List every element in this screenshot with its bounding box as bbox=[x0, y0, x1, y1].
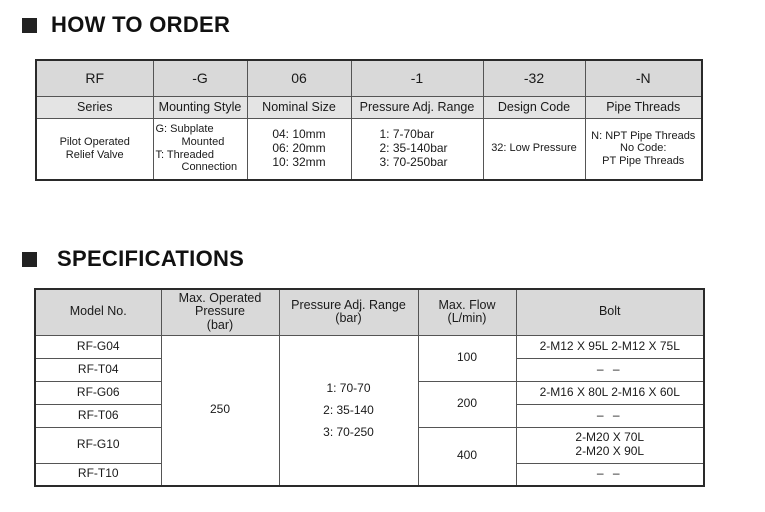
header-model: Model No. bbox=[35, 289, 161, 335]
code-range: -1 bbox=[351, 60, 483, 96]
range-options: 1: 7-70bar 2: 35-140bar 3: 70-250bar bbox=[351, 118, 483, 180]
bolt-cell: – – bbox=[516, 463, 704, 486]
pressure-range-values: 1: 70-70 2: 35-140 3: 70-250 bbox=[279, 335, 418, 486]
header-range: Pressure Adj. Range bbox=[351, 96, 483, 118]
size-options: 04: 10mm 06: 20mm 10: 32mm bbox=[247, 118, 351, 180]
code-mounting: -G bbox=[153, 60, 247, 96]
design-code-option: 32: Low Pressure bbox=[483, 118, 585, 180]
max-pressure-value: 250 bbox=[161, 335, 279, 486]
header-max-flow: Max. Flow (L/min) bbox=[418, 289, 516, 335]
specifications-table bbox=[34, 288, 705, 487]
code-design: -32 bbox=[483, 60, 585, 96]
bolt-cell: – – bbox=[516, 358, 704, 381]
order-header-row bbox=[36, 96, 702, 118]
header-design: Design Code bbox=[483, 96, 585, 118]
bolt-cell: 2-M20 X 70L 2-M20 X 90L bbox=[516, 427, 704, 463]
header-mounting: Mounting Style bbox=[153, 96, 247, 118]
model-cell: RF-T06 bbox=[35, 404, 161, 427]
table-row bbox=[35, 335, 704, 358]
header-pressure-range: Pressure Adj. Range (bar) bbox=[279, 289, 418, 335]
order-description-row bbox=[36, 118, 702, 180]
spec-header-row bbox=[35, 289, 704, 335]
model-cell: RF-T10 bbox=[35, 463, 161, 486]
how-to-order-title: HOW TO ORDER bbox=[51, 12, 231, 37]
series-description: Pilot Operated Relief Valve bbox=[36, 118, 153, 180]
model-cell: RF-G06 bbox=[35, 381, 161, 404]
model-cell: RF-G04 bbox=[35, 335, 161, 358]
header-series: Series bbox=[36, 96, 153, 118]
code-series: RF bbox=[36, 60, 153, 96]
section-square-icon bbox=[22, 18, 37, 33]
model-cell: RF-G10 bbox=[35, 427, 161, 463]
bolt-cell: 2-M12 X 95L 2-M12 X 75L bbox=[516, 335, 704, 358]
bolt-cell: 2-M16 X 80L 2-M16 X 60L bbox=[516, 381, 704, 404]
code-threads: -N bbox=[585, 60, 702, 96]
how-to-order-heading bbox=[22, 12, 230, 38]
specifications-heading bbox=[22, 246, 244, 272]
header-size: Nominal Size bbox=[247, 96, 351, 118]
flow-value: 200 bbox=[418, 381, 516, 427]
header-threads: Pipe Threads bbox=[585, 96, 702, 118]
code-size: 06 bbox=[247, 60, 351, 96]
model-cell: RF-T04 bbox=[35, 358, 161, 381]
flow-value: 400 bbox=[418, 427, 516, 486]
section-square-icon bbox=[22, 252, 37, 267]
bolt-cell: – – bbox=[516, 404, 704, 427]
thread-options: N: NPT Pipe Threads No Code: PT Pipe Threads bbox=[585, 118, 702, 180]
header-max-pressure: Max. Operated Pressure (bar) bbox=[161, 289, 279, 335]
flow-value: 100 bbox=[418, 335, 516, 381]
header-bolt: Bolt bbox=[516, 289, 704, 335]
how-to-order-table bbox=[35, 59, 703, 181]
specifications-title: SPECIFICATIONS bbox=[57, 246, 245, 271]
mounting-options: G: Subplate Mounted T: Threaded Connection bbox=[153, 118, 247, 180]
order-code-row bbox=[36, 60, 702, 96]
